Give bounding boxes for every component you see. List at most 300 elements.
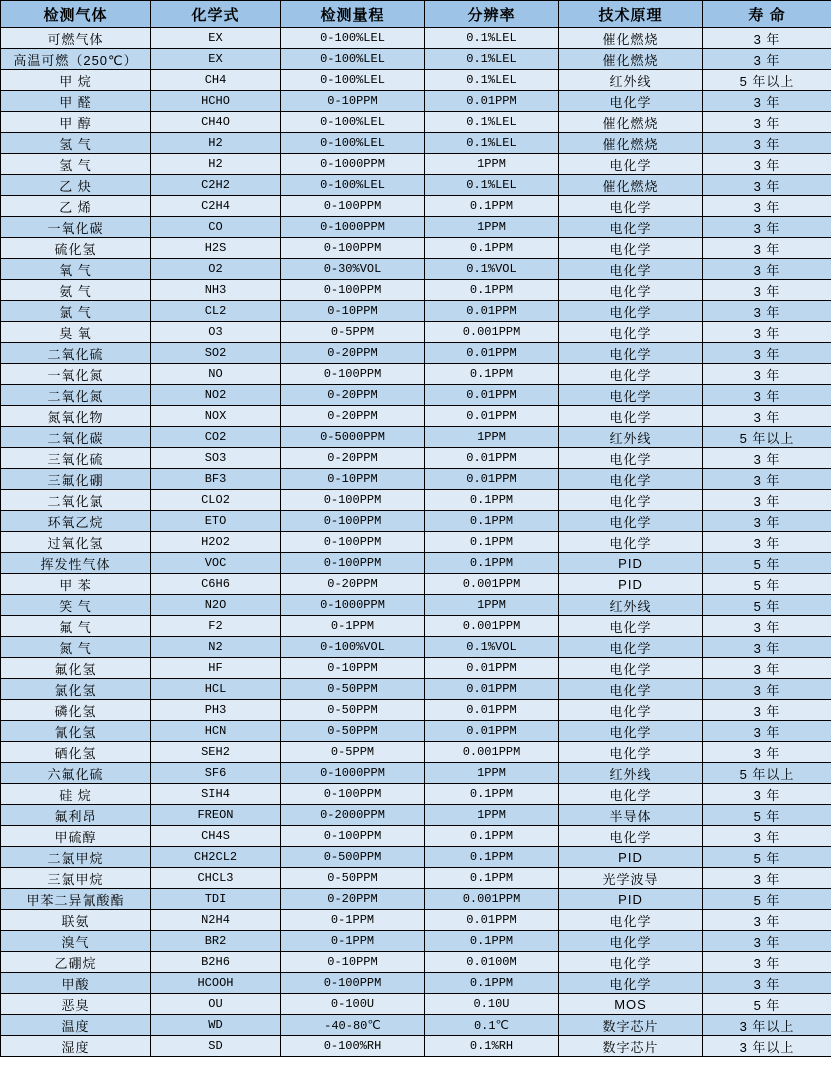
cell-formula: EX	[151, 28, 281, 49]
cell-range: 0-10PPM	[281, 469, 425, 490]
table-row	[1, 301, 831, 322]
cell-range: 0-10PPM	[281, 91, 425, 112]
cell-principle: 电化学	[559, 196, 703, 217]
cell-principle: 数字芯片	[559, 1015, 703, 1036]
cell-resolution: 1PPM	[425, 595, 559, 616]
table-row	[1, 448, 831, 469]
table-row	[1, 196, 831, 217]
cell-range: 0-5PPM	[281, 742, 425, 763]
cell-life: 3 年	[703, 154, 831, 175]
cell-formula: H2O2	[151, 532, 281, 553]
cell-gas: 三氯甲烷	[1, 868, 151, 889]
cell-life: 3 年	[703, 532, 831, 553]
cell-life: 3 年	[703, 679, 831, 700]
table-row	[1, 511, 831, 532]
cell-resolution: 0.001PPM	[425, 889, 559, 910]
table-row	[1, 1015, 831, 1036]
cell-gas: 甲苯二异氰酸酯	[1, 889, 151, 910]
cell-range: 0-1PPM	[281, 910, 425, 931]
cell-range: 0-100PPM	[281, 826, 425, 847]
cell-range: 0-100PPM	[281, 532, 425, 553]
column-header-gas: 检测气体	[1, 1, 151, 28]
table-header-row	[1, 1, 831, 28]
cell-range: 0-100%LEL	[281, 49, 425, 70]
cell-formula: NO	[151, 364, 281, 385]
cell-range: -40-80℃	[281, 1015, 425, 1036]
cell-formula: C2H2	[151, 175, 281, 196]
cell-formula: FREON	[151, 805, 281, 826]
cell-resolution: 0.01PPM	[425, 91, 559, 112]
cell-principle: 催化燃烧	[559, 49, 703, 70]
table-row	[1, 658, 831, 679]
cell-resolution: 0.1PPM	[425, 196, 559, 217]
cell-gas: 甲酸	[1, 973, 151, 994]
table-row	[1, 595, 831, 616]
cell-range: 0-500PPM	[281, 847, 425, 868]
table-row	[1, 637, 831, 658]
cell-life: 3 年以上	[703, 1015, 831, 1036]
cell-gas: 臭 氧	[1, 322, 151, 343]
column-header-resolution: 分辨率	[425, 1, 559, 28]
cell-range: 0-50PPM	[281, 868, 425, 889]
cell-gas: 甲 苯	[1, 574, 151, 595]
cell-formula: CH4	[151, 70, 281, 91]
cell-gas: 过氧化氢	[1, 532, 151, 553]
cell-life: 3 年	[703, 28, 831, 49]
cell-principle: 半导体	[559, 805, 703, 826]
cell-life: 3 年	[703, 112, 831, 133]
cell-range: 0-2000PPM	[281, 805, 425, 826]
cell-range: 0-100%VOL	[281, 637, 425, 658]
cell-life: 3 年	[703, 910, 831, 931]
cell-life: 3 年	[703, 196, 831, 217]
cell-range: 0-100U	[281, 994, 425, 1015]
cell-principle: 电化学	[559, 637, 703, 658]
cell-formula: CHCL3	[151, 868, 281, 889]
cell-formula: TDI	[151, 889, 281, 910]
cell-life: 3 年	[703, 742, 831, 763]
cell-formula: BF3	[151, 469, 281, 490]
cell-gas: 环氧乙烷	[1, 511, 151, 532]
cell-resolution: 0.01PPM	[425, 343, 559, 364]
cell-resolution: 0.1%LEL	[425, 175, 559, 196]
cell-gas: 硅 烷	[1, 784, 151, 805]
cell-formula: NO2	[151, 385, 281, 406]
cell-principle: 电化学	[559, 973, 703, 994]
cell-gas: 氧 气	[1, 259, 151, 280]
column-header-formula: 化学式	[151, 1, 281, 28]
cell-range: 0-20PPM	[281, 448, 425, 469]
cell-resolution: 0.1PPM	[425, 553, 559, 574]
cell-principle: 电化学	[559, 280, 703, 301]
cell-principle: 电化学	[559, 259, 703, 280]
cell-life: 3 年	[703, 973, 831, 994]
cell-life: 5 年	[703, 553, 831, 574]
table-row	[1, 259, 831, 280]
cell-formula: O3	[151, 322, 281, 343]
cell-life: 3 年	[703, 721, 831, 742]
cell-formula: CO	[151, 217, 281, 238]
cell-life: 3 年	[703, 469, 831, 490]
table-row	[1, 427, 831, 448]
cell-principle: PID	[559, 574, 703, 595]
cell-resolution: 0.01PPM	[425, 700, 559, 721]
cell-gas: 笑 气	[1, 595, 151, 616]
cell-resolution: 0.1%LEL	[425, 49, 559, 70]
table-row	[1, 70, 831, 91]
cell-range: 0-10PPM	[281, 952, 425, 973]
cell-formula: CH2CL2	[151, 847, 281, 868]
cell-gas: 二氧化氮	[1, 385, 151, 406]
cell-range: 0-20PPM	[281, 889, 425, 910]
cell-gas: 硫化氢	[1, 238, 151, 259]
cell-principle: 电化学	[559, 238, 703, 259]
cell-gas: 氯 气	[1, 301, 151, 322]
cell-range: 0-50PPM	[281, 721, 425, 742]
cell-life: 5 年以上	[703, 427, 831, 448]
cell-gas: 二氧化硫	[1, 343, 151, 364]
table-row	[1, 826, 831, 847]
cell-resolution: 0.1PPM	[425, 784, 559, 805]
cell-formula: SO2	[151, 343, 281, 364]
cell-resolution: 1PPM	[425, 763, 559, 784]
cell-gas: 乙 炔	[1, 175, 151, 196]
cell-principle: 电化学	[559, 910, 703, 931]
cell-range: 0-20PPM	[281, 574, 425, 595]
column-header-range: 检测量程	[281, 1, 425, 28]
cell-range: 0-1000PPM	[281, 217, 425, 238]
cell-formula: N2	[151, 637, 281, 658]
cell-resolution: 0.1%RH	[425, 1036, 559, 1057]
cell-resolution: 0.1PPM	[425, 511, 559, 532]
table-row	[1, 868, 831, 889]
cell-range: 0-100PPM	[281, 364, 425, 385]
cell-resolution: 0.01PPM	[425, 469, 559, 490]
cell-principle: 催化燃烧	[559, 175, 703, 196]
cell-formula: H2	[151, 133, 281, 154]
cell-range: 0-30%VOL	[281, 259, 425, 280]
cell-resolution: 0.01PPM	[425, 301, 559, 322]
cell-principle: 电化学	[559, 721, 703, 742]
cell-gas: 甲 醇	[1, 112, 151, 133]
cell-formula: HCL	[151, 679, 281, 700]
cell-gas: 二氧化氯	[1, 490, 151, 511]
cell-principle: 催化燃烧	[559, 133, 703, 154]
cell-range: 0-10PPM	[281, 301, 425, 322]
cell-range: 0-100PPM	[281, 553, 425, 574]
cell-range: 0-10PPM	[281, 658, 425, 679]
cell-formula: NOX	[151, 406, 281, 427]
cell-resolution: 0.1%LEL	[425, 70, 559, 91]
cell-principle: 电化学	[559, 322, 703, 343]
cell-gas: 氟 气	[1, 616, 151, 637]
cell-principle: MOS	[559, 994, 703, 1015]
cell-principle: 催化燃烧	[559, 28, 703, 49]
cell-gas: 一氧化碳	[1, 217, 151, 238]
cell-life: 3 年	[703, 637, 831, 658]
cell-gas: 氢 气	[1, 154, 151, 175]
cell-gas: 氯化氢	[1, 679, 151, 700]
cell-principle: 电化学	[559, 952, 703, 973]
cell-formula: SIH4	[151, 784, 281, 805]
cell-principle: 电化学	[559, 469, 703, 490]
table-row	[1, 742, 831, 763]
cell-principle: 电化学	[559, 364, 703, 385]
cell-range: 0-50PPM	[281, 679, 425, 700]
cell-range: 0-1000PPM	[281, 595, 425, 616]
cell-gas: 湿度	[1, 1036, 151, 1057]
table-row	[1, 721, 831, 742]
cell-life: 3 年	[703, 364, 831, 385]
cell-formula: C2H4	[151, 196, 281, 217]
cell-life: 3 年	[703, 259, 831, 280]
cell-formula: NH3	[151, 280, 281, 301]
cell-gas: 甲硫醇	[1, 826, 151, 847]
cell-principle: 电化学	[559, 679, 703, 700]
cell-gas: 氢 气	[1, 133, 151, 154]
cell-resolution: 0.10U	[425, 994, 559, 1015]
table-row	[1, 847, 831, 868]
table-row	[1, 238, 831, 259]
cell-principle: 电化学	[559, 91, 703, 112]
cell-principle: 电化学	[559, 658, 703, 679]
table-row	[1, 553, 831, 574]
cell-range: 0-100%LEL	[281, 133, 425, 154]
cell-formula: EX	[151, 49, 281, 70]
cell-range: 0-100PPM	[281, 511, 425, 532]
cell-resolution: 1PPM	[425, 154, 559, 175]
table-row	[1, 91, 831, 112]
cell-range: 0-100%RH	[281, 1036, 425, 1057]
cell-range: 0-20PPM	[281, 385, 425, 406]
table-row	[1, 49, 831, 70]
cell-formula: CH4O	[151, 112, 281, 133]
cell-formula: HCN	[151, 721, 281, 742]
cell-resolution: 0.1%LEL	[425, 112, 559, 133]
table-row	[1, 889, 831, 910]
table-row	[1, 364, 831, 385]
cell-gas: 甲 烷	[1, 70, 151, 91]
table-row	[1, 280, 831, 301]
cell-resolution: 0.01PPM	[425, 385, 559, 406]
cell-principle: 数字芯片	[559, 1036, 703, 1057]
cell-life: 3 年	[703, 49, 831, 70]
cell-principle: 电化学	[559, 301, 703, 322]
cell-formula: SEH2	[151, 742, 281, 763]
cell-life: 3 年	[703, 280, 831, 301]
table-row	[1, 532, 831, 553]
cell-gas: 挥发性气体	[1, 553, 151, 574]
cell-life: 3 年以上	[703, 1036, 831, 1057]
table-row	[1, 994, 831, 1015]
cell-gas: 氨 气	[1, 280, 151, 301]
cell-range: 0-100%LEL	[281, 175, 425, 196]
table-row	[1, 700, 831, 721]
cell-range: 0-1000PPM	[281, 763, 425, 784]
cell-resolution: 0.01PPM	[425, 658, 559, 679]
cell-formula: HCHO	[151, 91, 281, 112]
cell-resolution: 0.1PPM	[425, 532, 559, 553]
cell-resolution: 0.1PPM	[425, 826, 559, 847]
cell-range: 0-100%LEL	[281, 70, 425, 91]
cell-principle: 电化学	[559, 826, 703, 847]
cell-resolution: 0.01PPM	[425, 679, 559, 700]
table-row	[1, 28, 831, 49]
cell-gas: 六氟化硫	[1, 763, 151, 784]
cell-principle: 电化学	[559, 742, 703, 763]
cell-life: 3 年	[703, 868, 831, 889]
cell-range: 0-100%LEL	[281, 28, 425, 49]
cell-formula: CLO2	[151, 490, 281, 511]
cell-formula: N2O	[151, 595, 281, 616]
cell-range: 0-5000PPM	[281, 427, 425, 448]
cell-life: 3 年	[703, 931, 831, 952]
cell-range: 0-1PPM	[281, 931, 425, 952]
cell-formula: F2	[151, 616, 281, 637]
cell-formula: N2H4	[151, 910, 281, 931]
cell-range: 0-20PPM	[281, 343, 425, 364]
cell-principle: PID	[559, 847, 703, 868]
cell-formula: BR2	[151, 931, 281, 952]
cell-formula: C6H6	[151, 574, 281, 595]
cell-gas: 三氟化硼	[1, 469, 151, 490]
cell-life: 3 年	[703, 658, 831, 679]
cell-life: 3 年	[703, 175, 831, 196]
cell-formula: CH4S	[151, 826, 281, 847]
cell-resolution: 0.01PPM	[425, 721, 559, 742]
table-row	[1, 574, 831, 595]
cell-formula: WD	[151, 1015, 281, 1036]
cell-formula: SF6	[151, 763, 281, 784]
cell-formula: O2	[151, 259, 281, 280]
cell-gas: 高温可燃（250℃）	[1, 49, 151, 70]
cell-principle: 电化学	[559, 784, 703, 805]
table-row	[1, 931, 831, 952]
cell-gas: 乙 烯	[1, 196, 151, 217]
table-row	[1, 133, 831, 154]
cell-life: 5 年	[703, 889, 831, 910]
cell-resolution: 0.1%VOL	[425, 637, 559, 658]
table-row	[1, 469, 831, 490]
column-header-life: 寿 命	[703, 1, 831, 28]
cell-principle: 电化学	[559, 448, 703, 469]
cell-principle: 电化学	[559, 154, 703, 175]
cell-formula: H2S	[151, 238, 281, 259]
cell-gas: 恶臭	[1, 994, 151, 1015]
cell-principle: 催化燃烧	[559, 112, 703, 133]
cell-principle: 电化学	[559, 385, 703, 406]
cell-life: 3 年	[703, 406, 831, 427]
table-row	[1, 973, 831, 994]
cell-resolution: 0.001PPM	[425, 742, 559, 763]
cell-resolution: 0.01PPM	[425, 910, 559, 931]
cell-resolution: 0.1%LEL	[425, 28, 559, 49]
cell-resolution: 0.001PPM	[425, 574, 559, 595]
cell-life: 3 年	[703, 301, 831, 322]
table-row	[1, 385, 831, 406]
cell-range: 0-100%LEL	[281, 112, 425, 133]
cell-range: 0-100PPM	[281, 973, 425, 994]
cell-range: 0-20PPM	[281, 406, 425, 427]
cell-formula: SD	[151, 1036, 281, 1057]
cell-resolution: 0.1%LEL	[425, 133, 559, 154]
cell-gas: 硒化氢	[1, 742, 151, 763]
cell-life: 3 年	[703, 217, 831, 238]
cell-life: 3 年	[703, 91, 831, 112]
cell-principle: 电化学	[559, 343, 703, 364]
cell-life: 5 年以上	[703, 763, 831, 784]
cell-resolution: 0.01PPM	[425, 448, 559, 469]
cell-principle: 光学波导	[559, 868, 703, 889]
cell-gas: 温度	[1, 1015, 151, 1036]
cell-gas: 联氨	[1, 910, 151, 931]
table-row	[1, 406, 831, 427]
cell-formula: PH3	[151, 700, 281, 721]
table-body	[1, 28, 831, 1057]
cell-range: 0-5PPM	[281, 322, 425, 343]
table-row	[1, 175, 831, 196]
cell-resolution: 0.001PPM	[425, 616, 559, 637]
table-row	[1, 910, 831, 931]
cell-life: 5 年	[703, 994, 831, 1015]
cell-principle: 电化学	[559, 532, 703, 553]
cell-principle: 电化学	[559, 406, 703, 427]
cell-formula: CO2	[151, 427, 281, 448]
cell-resolution: 0.0100M	[425, 952, 559, 973]
table-row	[1, 154, 831, 175]
table-row	[1, 217, 831, 238]
cell-life: 5 年	[703, 595, 831, 616]
cell-principle: 红外线	[559, 595, 703, 616]
cell-range: 0-100PPM	[281, 490, 425, 511]
cell-gas: 氟利昂	[1, 805, 151, 826]
cell-formula: SO3	[151, 448, 281, 469]
cell-principle: 电化学	[559, 217, 703, 238]
table-row	[1, 952, 831, 973]
cell-life: 3 年	[703, 448, 831, 469]
cell-formula: CL2	[151, 301, 281, 322]
cell-life: 3 年	[703, 700, 831, 721]
cell-range: 0-1PPM	[281, 616, 425, 637]
cell-life: 3 年	[703, 322, 831, 343]
cell-resolution: 0.1PPM	[425, 490, 559, 511]
cell-resolution: 1PPM	[425, 427, 559, 448]
cell-formula: OU	[151, 994, 281, 1015]
cell-gas: 二氧化碳	[1, 427, 151, 448]
cell-gas: 可燃气体	[1, 28, 151, 49]
cell-principle: 电化学	[559, 616, 703, 637]
cell-resolution: 0.1PPM	[425, 364, 559, 385]
cell-gas: 二氯甲烷	[1, 847, 151, 868]
cell-life: 5 年	[703, 847, 831, 868]
cell-gas: 一氧化氮	[1, 364, 151, 385]
cell-life: 3 年	[703, 343, 831, 364]
cell-principle: 红外线	[559, 427, 703, 448]
cell-life: 3 年	[703, 826, 831, 847]
cell-life: 3 年	[703, 952, 831, 973]
cell-resolution: 1PPM	[425, 805, 559, 826]
cell-life: 3 年	[703, 511, 831, 532]
cell-range: 0-100PPM	[281, 238, 425, 259]
column-header-principle: 技术原理	[559, 1, 703, 28]
cell-formula: ETO	[151, 511, 281, 532]
table-row	[1, 679, 831, 700]
cell-gas: 溴气	[1, 931, 151, 952]
table-row	[1, 322, 831, 343]
cell-life: 3 年	[703, 490, 831, 511]
cell-principle: 电化学	[559, 931, 703, 952]
cell-principle: 电化学	[559, 700, 703, 721]
